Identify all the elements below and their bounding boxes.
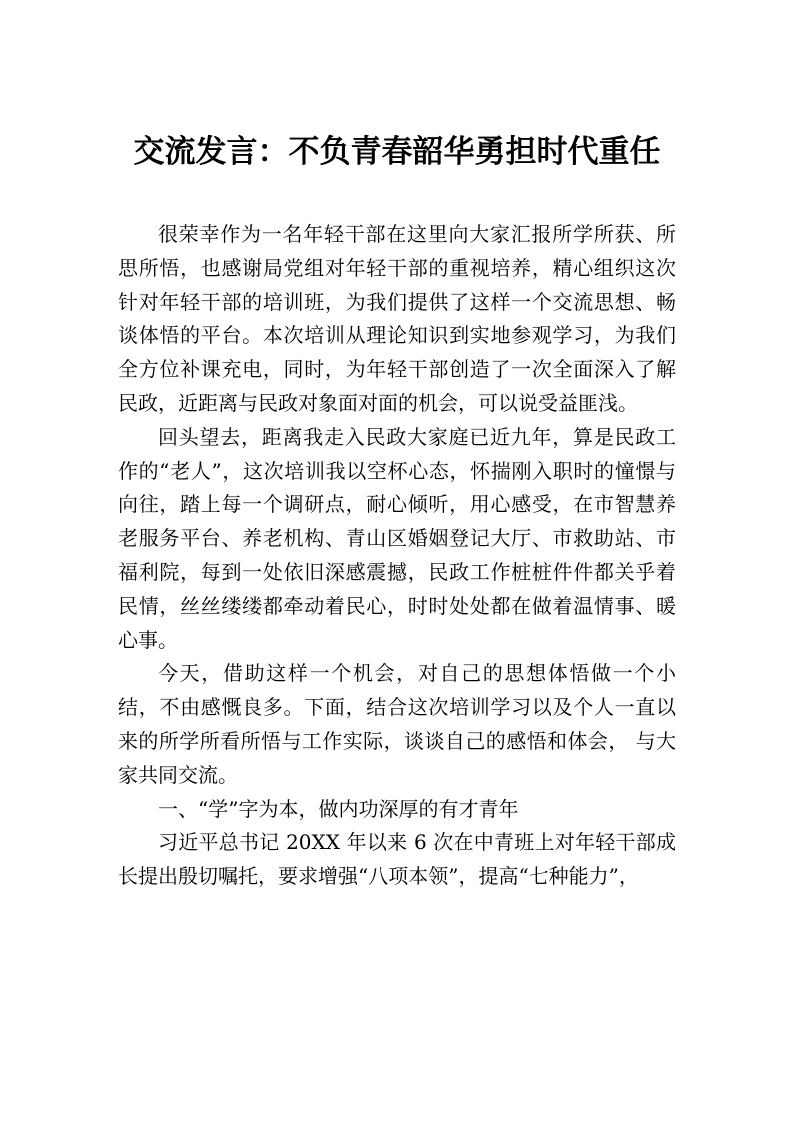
document-title: 交流发言：不负青春韶华勇担时代重任 <box>133 134 661 170</box>
paragraph-xi-remarks: 习近平总书记 20XX 年以来 6 次在中青班上对年轻干部成长提出殷切嘱托，要求增强“八项本领”，提高“七种能力”， <box>118 830 676 889</box>
paragraph-intro: 很荣幸作为一名年轻干部在这里向大家汇报所学所获、所思所悟，也感谢局党组对年轻干部的重视培养，精心组织这次针对年轻干部的培训班，为我们提供了这样一个交流思想、畅谈体悟的平台。本次培训从理论知识到实地参观学习，为我们全方位补课充电，同时，为年轻干部创造了一次全面深入了解民政，近距离与民政对象面对面的机会，可以说受益匪浅。 <box>118 222 676 415</box>
paragraph-looking-back: 回头望去，距离我走入民政大家庭已近九年，算是民政工作的“老人”，这次培训我以空杯心态，怀揣刚入职时的憧憬与向往，踏上每一个调研点，耐心倾听，用心感受，在市智慧养老服务平台、养老机构、青山区婚姻登记大厅、市救助站、市福利院，每到一处依旧深感震撼，民政工作桩桩件件都关乎着民情，丝丝缕缕都牵动着民心，时时处处都在做着温情事、暖心事。 <box>118 424 676 652</box>
paragraph-today: 今天，借助这样一个机会，对自己的思想体悟做一个小结，不由感慨良多。下面，结合这次培训学习以及个人一直以来的所学所看所悟与工作实际，谈谈自己的感悟和体会， 与大家共同交流。 <box>118 661 676 787</box>
section-heading-1: 一、“学”字为本，做内功深厚的有才青年 <box>158 796 519 821</box>
document-body <box>118 218 676 894</box>
